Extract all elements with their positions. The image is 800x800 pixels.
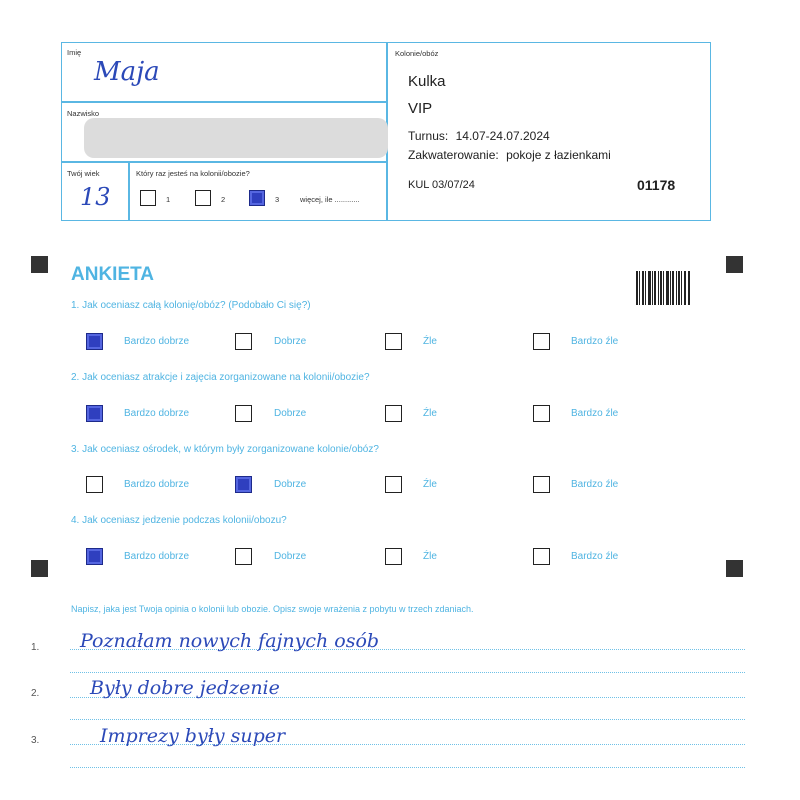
q4-checkbox-good[interactable] [235, 548, 252, 565]
form-number: 01178 [637, 177, 676, 193]
q1-checkbox-good[interactable] [235, 333, 252, 350]
camp-tier: VIP [408, 100, 433, 117]
q1-option-good: Dobrze [274, 336, 307, 347]
q3-option-very-bad: Bardzo źle [571, 479, 619, 490]
age-label: Twój wiek [67, 169, 100, 178]
q4-checkbox-very-good[interactable] [86, 548, 103, 565]
q1-option-very-bad: Bardzo źle [571, 336, 619, 347]
last-name-label: Nazwisko [67, 109, 100, 118]
writing-line [70, 767, 745, 768]
q2-option-bad: Źle [423, 408, 437, 419]
q4-option-bad: Źle [423, 551, 437, 562]
question-4: 4. Jak oceniasz jedzenie podczas kolonii/obozu? [71, 515, 287, 526]
q4-option-good: Dobrze [274, 551, 307, 562]
opinion-prompt: Napisz, jaka jest Twoja opinia o kolonii lub obozie. Opisz swoje wrażenia z pobytu w trzech zdaniach. [71, 604, 474, 614]
writing-line [70, 719, 745, 720]
registration-marker [726, 256, 743, 273]
q3-option-bad: Źle [423, 479, 437, 490]
first-name-label: Imię [67, 48, 82, 57]
lodging-label: Zakwaterowanie: [408, 148, 499, 162]
question-2: 2. Jak oceniasz atrakcje i zajęcia zorganizowane na kolonii/obozie? [71, 372, 370, 383]
q2-checkbox-very-bad[interactable] [533, 405, 550, 422]
q2-checkbox-very-good[interactable] [86, 405, 103, 422]
q2-checkbox-good[interactable] [235, 405, 252, 422]
times-option-3: 3 [275, 195, 280, 204]
q1-checkbox-very-bad[interactable] [533, 333, 550, 350]
times-option-more: więcej, ile ............ [300, 195, 360, 204]
times-checkbox-3[interactable] [249, 190, 265, 206]
q2-option-good: Dobrze [274, 408, 307, 419]
q4-checkbox-very-bad[interactable] [533, 548, 550, 565]
q1-option-bad: Źle [423, 336, 437, 347]
registration-marker [31, 256, 48, 273]
q4-option-very-bad: Bardzo źle [571, 551, 619, 562]
opinion-line-number: 3. [31, 735, 40, 746]
writing-line [70, 672, 745, 673]
q3-checkbox-very-bad[interactable] [533, 476, 550, 493]
opinion-line-number: 2. [31, 688, 40, 699]
lodging-row [408, 148, 611, 162]
header-divider-1 [62, 101, 386, 103]
times-checkbox-1[interactable] [140, 190, 156, 206]
q3-checkbox-very-good[interactable] [86, 476, 103, 493]
opinion-line-3[interactable]: Imprezy były super [100, 725, 286, 747]
opinion-line-2[interactable]: Były dobre jedzenie [90, 677, 280, 699]
survey-title: ANKIETA [71, 264, 155, 285]
opinion-line-number: 1. [31, 642, 40, 653]
header-divider-age [128, 161, 130, 220]
question-3: 3. Jak oceniasz ośrodek, w którym były zorganizowane kolonie/obóz? [71, 444, 379, 455]
lodging-value: pokoje z łazienkami [506, 148, 611, 162]
last-name-redaction[interactable] [84, 118, 388, 158]
camp-code: KUL 03/07/24 [408, 179, 475, 191]
header-box [61, 42, 711, 221]
q1-checkbox-bad[interactable] [385, 333, 402, 350]
q2-option-very-bad: Bardzo źle [571, 408, 619, 419]
opinion-line-1[interactable]: Poznałam nowych fajnych osób [80, 630, 380, 652]
q2-checkbox-bad[interactable] [385, 405, 402, 422]
camp-label: Kolonie/obóz [395, 49, 439, 58]
times-option-1: 1 [166, 195, 171, 204]
turnus-row [408, 129, 550, 143]
times-label: Który raz jesteś na kolonii/obozie? [136, 169, 250, 178]
q4-option-very-good: Bardzo dobrze [124, 551, 190, 562]
barcode-icon [636, 271, 691, 305]
first-name-field[interactable]: Maja [94, 57, 160, 87]
q4-checkbox-bad[interactable] [385, 548, 402, 565]
turnus-label: Turnus: [408, 129, 449, 143]
times-checkbox-2[interactable] [195, 190, 211, 206]
q3-option-good: Dobrze [274, 479, 307, 490]
q3-option-very-good: Bardzo dobrze [124, 479, 190, 490]
q3-checkbox-bad[interactable] [385, 476, 402, 493]
q1-option-very-good: Bardzo dobrze [124, 336, 190, 347]
times-option-2: 2 [221, 195, 226, 204]
q1-checkbox-very-good[interactable] [86, 333, 103, 350]
age-field[interactable]: 13 [80, 183, 111, 211]
registration-marker [726, 560, 743, 577]
turnus-value: 14.07-24.07.2024 [455, 129, 550, 143]
q3-checkbox-good[interactable] [235, 476, 252, 493]
registration-marker [31, 560, 48, 577]
camp-name: Kulka [408, 73, 446, 90]
question-1: 1. Jak oceniasz całą kolonię/obóz? (Podobało Ci się?) [71, 300, 311, 311]
header-divider-2 [62, 161, 386, 163]
q2-option-very-good: Bardzo dobrze [124, 408, 190, 419]
